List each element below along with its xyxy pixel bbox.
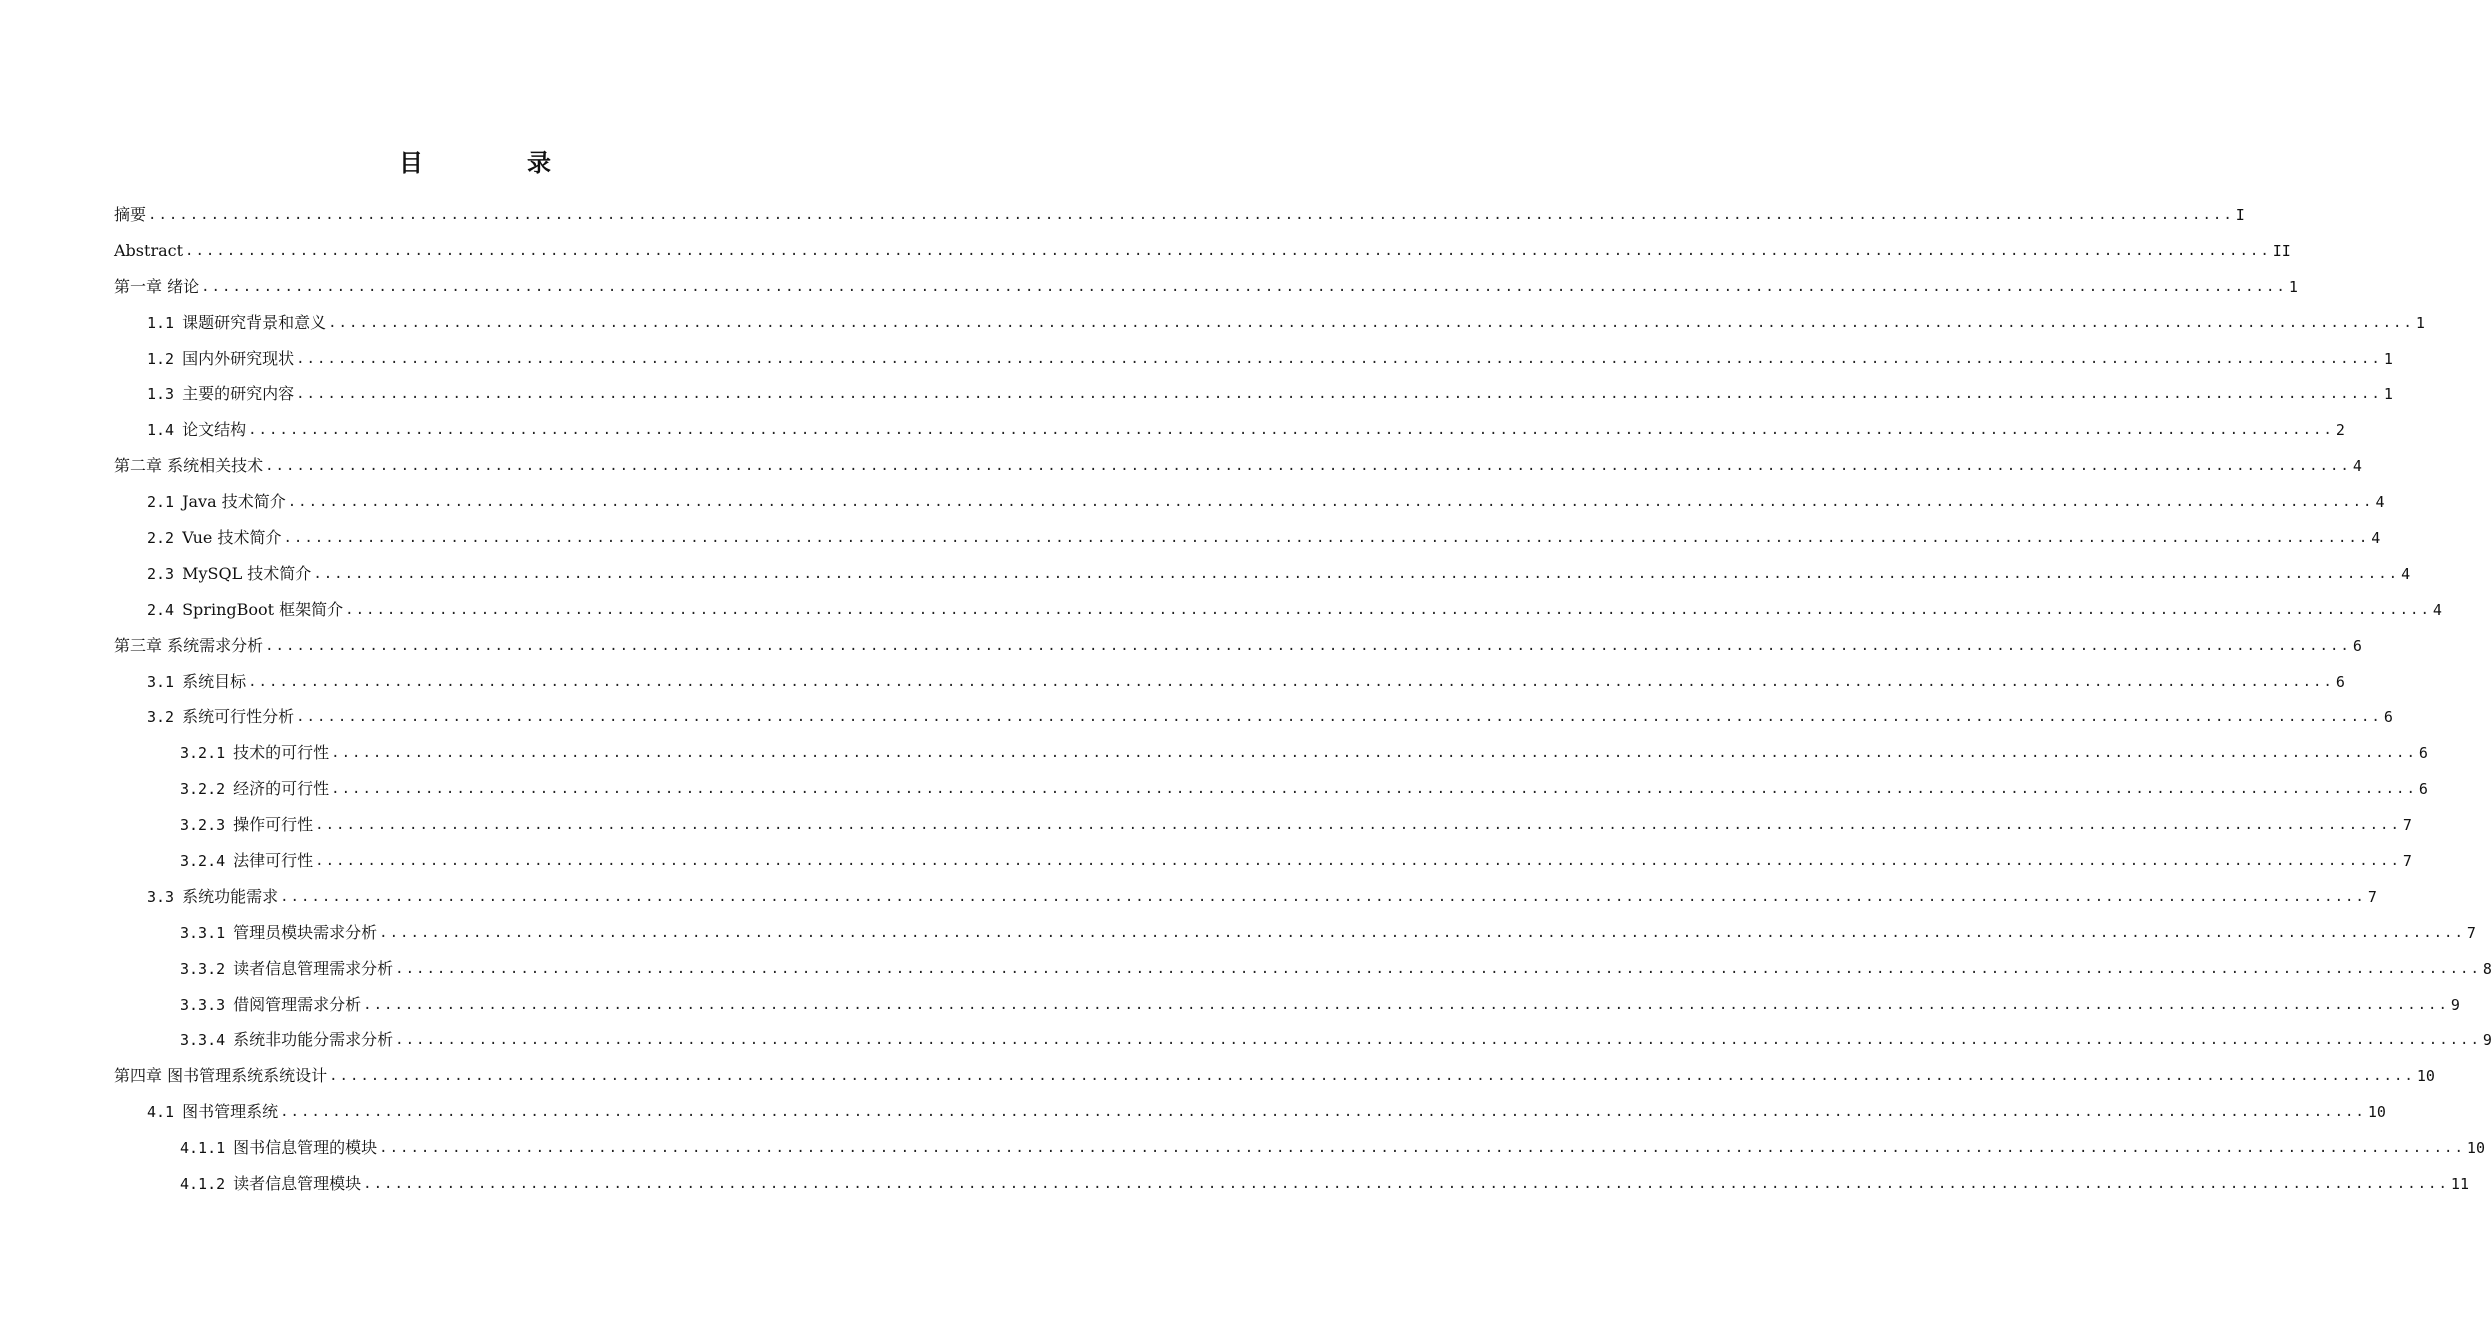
toc-entry-title	[180, 959, 393, 979]
toc-leader-dots: ........................................................................................................................................................................................................	[395, 960, 2481, 977]
toc-entry-number: 3.3.2	[180, 959, 226, 978]
toc-leader-dots: ........................................................................................................................................................................................................	[315, 852, 2401, 869]
toc-entry-title	[114, 1066, 327, 1086]
toc-entry-title	[180, 743, 329, 763]
toc-entry	[114, 592, 2442, 628]
toc-entry-title	[114, 277, 199, 297]
toc-entry-title	[147, 492, 286, 512]
toc-entry-text: 操作可行性	[233, 815, 314, 835]
toc-page-number: 9	[2482, 1031, 2492, 1050]
toc-entry	[114, 1094, 2386, 1130]
toc-entry	[114, 879, 2377, 915]
toc-entry	[114, 628, 2362, 664]
toc-page-number: 4	[2432, 600, 2442, 619]
toc-page-number: 4	[2352, 457, 2362, 476]
toc-page-number: 4	[2375, 493, 2385, 512]
toc-entry	[114, 1022, 2492, 1058]
toc-leader-dots: ........................................................................................................................................................................................................	[283, 529, 2370, 546]
toc-entry-number: 2.2	[147, 528, 175, 547]
toc-entry	[114, 197, 2245, 233]
toc-entry-text: 读者信息管理需求分析	[233, 958, 394, 978]
toc-entry-title	[147, 672, 246, 692]
toc-entry-number: 3.3	[147, 887, 175, 906]
toc-page-number: 2	[2335, 421, 2345, 440]
toc-entry	[114, 448, 2362, 484]
toc-entry	[114, 1166, 2469, 1202]
toc-page-number: 6	[2418, 780, 2428, 799]
toc-leader-dots: ........................................................................................................................................................................................................	[331, 745, 2417, 762]
toc-entry-number: 3.3.3	[180, 995, 226, 1014]
toc-entry-title	[114, 636, 263, 656]
toc-entry-title	[180, 815, 313, 835]
toc-entry-number: 3.3.4	[180, 1031, 226, 1050]
toc-leader-dots: ........................................................................................................................................................................................................	[363, 996, 2449, 1013]
toc-page-number: I	[2235, 205, 2245, 224]
toc-entry-title	[147, 528, 282, 548]
toc-page-number: 8	[2482, 959, 2492, 978]
toc-entry-text: 读者信息管理模块	[233, 1173, 362, 1193]
toc-page-number: 1	[2383, 385, 2393, 404]
toc-entry	[114, 376, 2393, 412]
toc-page-number: 7	[2367, 887, 2377, 906]
toc-page-number: 10	[2367, 1103, 2386, 1122]
table-of-contents	[114, 197, 2492, 1202]
toc-entry-title	[147, 887, 278, 907]
toc-page-number: 4	[2401, 564, 2411, 583]
toc-entry	[114, 699, 2393, 735]
toc-page-number: 11	[2450, 1174, 2469, 1193]
toc-entry-text: 第四章 图书管理系统系统设计	[114, 1066, 328, 1086]
toc-entry-number: 3.2.2	[180, 780, 226, 799]
toc-leader-dots: ........................................................................................................................................................................................................	[379, 924, 2465, 941]
toc-leader-dots: ........................................................................................................................................................................................................	[148, 206, 2234, 223]
toc-entry-number: 3.3.1	[180, 923, 226, 942]
toc-entry-text: 国内外研究现状	[182, 348, 295, 368]
toc-entry-title	[147, 384, 294, 404]
toc-entry-text: 课题研究背景和意义	[182, 312, 327, 332]
toc-entry	[114, 484, 2385, 520]
toc-entry-number: 4.1.2	[180, 1174, 226, 1193]
toc-page-number: 9	[2450, 995, 2460, 1014]
toc-leader-dots: ........................................................................................................................................................................................................	[296, 386, 2382, 403]
toc-entry	[114, 664, 2345, 700]
toc-entry-text: 技术的可行性	[233, 743, 330, 763]
toc-entry	[114, 305, 2425, 341]
toc-entry-title	[147, 1102, 278, 1122]
toc-page-number: 4	[2371, 528, 2381, 547]
toc-entry	[114, 807, 2412, 843]
toc-entry-text: 经济的可行性	[233, 779, 330, 799]
toc-entry	[114, 915, 2476, 951]
toc-page-number: 1	[2288, 277, 2298, 296]
toc-entry	[114, 735, 2428, 771]
toc-entry-number: 3.2	[147, 708, 175, 727]
toc-entry-text: 摘要	[114, 204, 147, 224]
toc-leader-dots: ........................................................................................................................................................................................................	[265, 637, 2351, 654]
toc-page-number: II	[2272, 241, 2291, 260]
toc-entry-number: 1.3	[147, 385, 175, 404]
toc-entry	[114, 987, 2460, 1023]
toc-leader-dots: ........................................................................................................................................................................................................	[363, 1175, 2449, 1192]
toc-leader-dots: ........................................................................................................................................................................................................	[329, 1068, 2415, 1085]
toc-page-number: 7	[2402, 851, 2412, 870]
toc-entry-text: MySQL 技术简介	[182, 563, 312, 583]
toc-entry-number: 4.1	[147, 1103, 175, 1122]
toc-entry	[114, 520, 2381, 556]
toc-leader-dots: ........................................................................................................................................................................................................	[331, 781, 2417, 798]
toc-leader-dots: ........................................................................................................................................................................................................	[345, 601, 2431, 618]
toc-entry-title	[147, 707, 294, 727]
toc-leader-dots: ........................................................................................................................................................................................................	[395, 1032, 2481, 1049]
page-title: 目 录	[399, 149, 591, 177]
toc-leader-dots: ........................................................................................................................................................................................................	[280, 1104, 2366, 1121]
toc-entry	[114, 1058, 2435, 1094]
toc-entry-number: 3.2.4	[180, 851, 226, 870]
toc-entry-text: 系统目标	[182, 671, 247, 691]
toc-leader-dots: ........................................................................................................................................................................................................	[313, 565, 2400, 582]
toc-leader-dots: ........................................................................................................................................................................................................	[328, 314, 2414, 331]
toc-page-number: 6	[2383, 708, 2393, 727]
toc-entry-number: 1.2	[147, 349, 175, 368]
toc-entry-number: 1.4	[147, 421, 175, 440]
toc-entry-text: Abstract	[114, 240, 184, 260]
toc-page-number: 7	[2466, 923, 2476, 942]
toc-entry-title	[147, 313, 326, 333]
toc-entry-text: Java 技术简介	[182, 492, 286, 512]
toc-entry	[114, 556, 2411, 592]
toc-entry-text: 主要的研究内容	[182, 384, 295, 404]
toc-entry-title	[147, 420, 246, 440]
toc-entry-number: 3.2.3	[180, 816, 226, 835]
toc-entry-title	[180, 851, 313, 871]
toc-entry-number: 2.1	[147, 493, 175, 512]
toc-entry-text: 第一章 绪论	[114, 276, 200, 296]
toc-entry	[114, 412, 2345, 448]
toc-entry-number: 3.2.1	[180, 744, 226, 763]
toc-entry	[114, 233, 2291, 269]
toc-page-number: 1	[2415, 313, 2425, 332]
toc-entry-title	[147, 349, 294, 369]
toc-entry	[114, 951, 2492, 987]
toc-entry-number: 2.4	[147, 600, 175, 619]
toc-leader-dots: ........................................................................................................................................................................................................	[315, 817, 2401, 834]
toc-leader-dots: ........................................................................................................................................................................................................	[379, 1140, 2465, 1157]
toc-entry	[114, 843, 2412, 879]
toc-page-number: 6	[2352, 636, 2362, 655]
toc-page-number: 7	[2402, 816, 2412, 835]
toc-entry	[114, 269, 2298, 305]
toc-entry-text: 图书管理系统	[182, 1102, 279, 1122]
toc-entry-text: SpringBoot 框架简介	[182, 599, 344, 619]
toc-leader-dots: ........................................................................................................................................................................................................	[248, 673, 2334, 690]
toc-entry-text: 法律可行性	[233, 850, 314, 870]
toc-entry-text: 图书信息管理的模块	[233, 1138, 378, 1158]
toc-entry-number: 1.1	[147, 313, 175, 332]
toc-entry-title	[114, 456, 263, 476]
toc-leader-dots: ........................................................................................................................................................................................................	[296, 350, 2382, 367]
toc-entry-title	[180, 1030, 393, 1050]
toc-leader-dots: ........................................................................................................................................................................................................	[185, 242, 2271, 259]
toc-entry-number: 4.1.1	[180, 1139, 226, 1158]
toc-leader-dots: ........................................................................................................................................................................................................	[201, 278, 2287, 295]
toc-entry-title	[114, 205, 146, 225]
toc-entry	[114, 1130, 2485, 1166]
toc-entry	[114, 341, 2393, 377]
toc-entry-text: 系统可行性分析	[182, 707, 295, 727]
toc-leader-dots: ........................................................................................................................................................................................................	[296, 709, 2382, 726]
toc-page-number: 10	[2416, 1067, 2435, 1086]
toc-entry-text: 系统功能需求	[182, 886, 279, 906]
toc-entry-title	[180, 1138, 377, 1158]
toc-entry-number: 3.1	[147, 672, 175, 691]
toc-page-number: 6	[2335, 672, 2345, 691]
toc-entry-text: 论文结构	[182, 420, 247, 440]
toc-entry-text: 系统非功能分需求分析	[233, 1030, 394, 1050]
toc-leader-dots: ........................................................................................................................................................................................................	[265, 458, 2351, 475]
toc-entry-title	[180, 923, 377, 943]
toc-entry-title	[180, 779, 329, 799]
toc-page-number: 1	[2383, 349, 2393, 368]
toc-entry-title	[180, 995, 361, 1015]
toc-entry-text: Vue 技术简介	[182, 527, 282, 547]
toc-page-number: 6	[2418, 744, 2428, 763]
toc-leader-dots: ........................................................................................................................................................................................................	[280, 888, 2366, 905]
toc-entry-title	[147, 564, 311, 584]
toc-entry-number: 2.3	[147, 564, 175, 583]
toc-entry-title	[114, 241, 183, 261]
toc-entry-title	[180, 1174, 361, 1194]
toc-entry-text: 借阅管理需求分析	[233, 994, 362, 1014]
toc-leader-dots: ........................................................................................................................................................................................................	[248, 422, 2334, 439]
toc-leader-dots: ........................................................................................................................................................................................................	[287, 494, 2374, 511]
toc-entry-text: 第三章 系统需求分析	[114, 635, 264, 655]
toc-entry-text: 第二章 系统相关技术	[114, 456, 264, 476]
toc-page-number: 10	[2466, 1139, 2485, 1158]
toc-entry-text: 管理员模块需求分析	[233, 922, 378, 942]
toc-entry	[114, 771, 2428, 807]
toc-entry-title	[147, 600, 343, 620]
